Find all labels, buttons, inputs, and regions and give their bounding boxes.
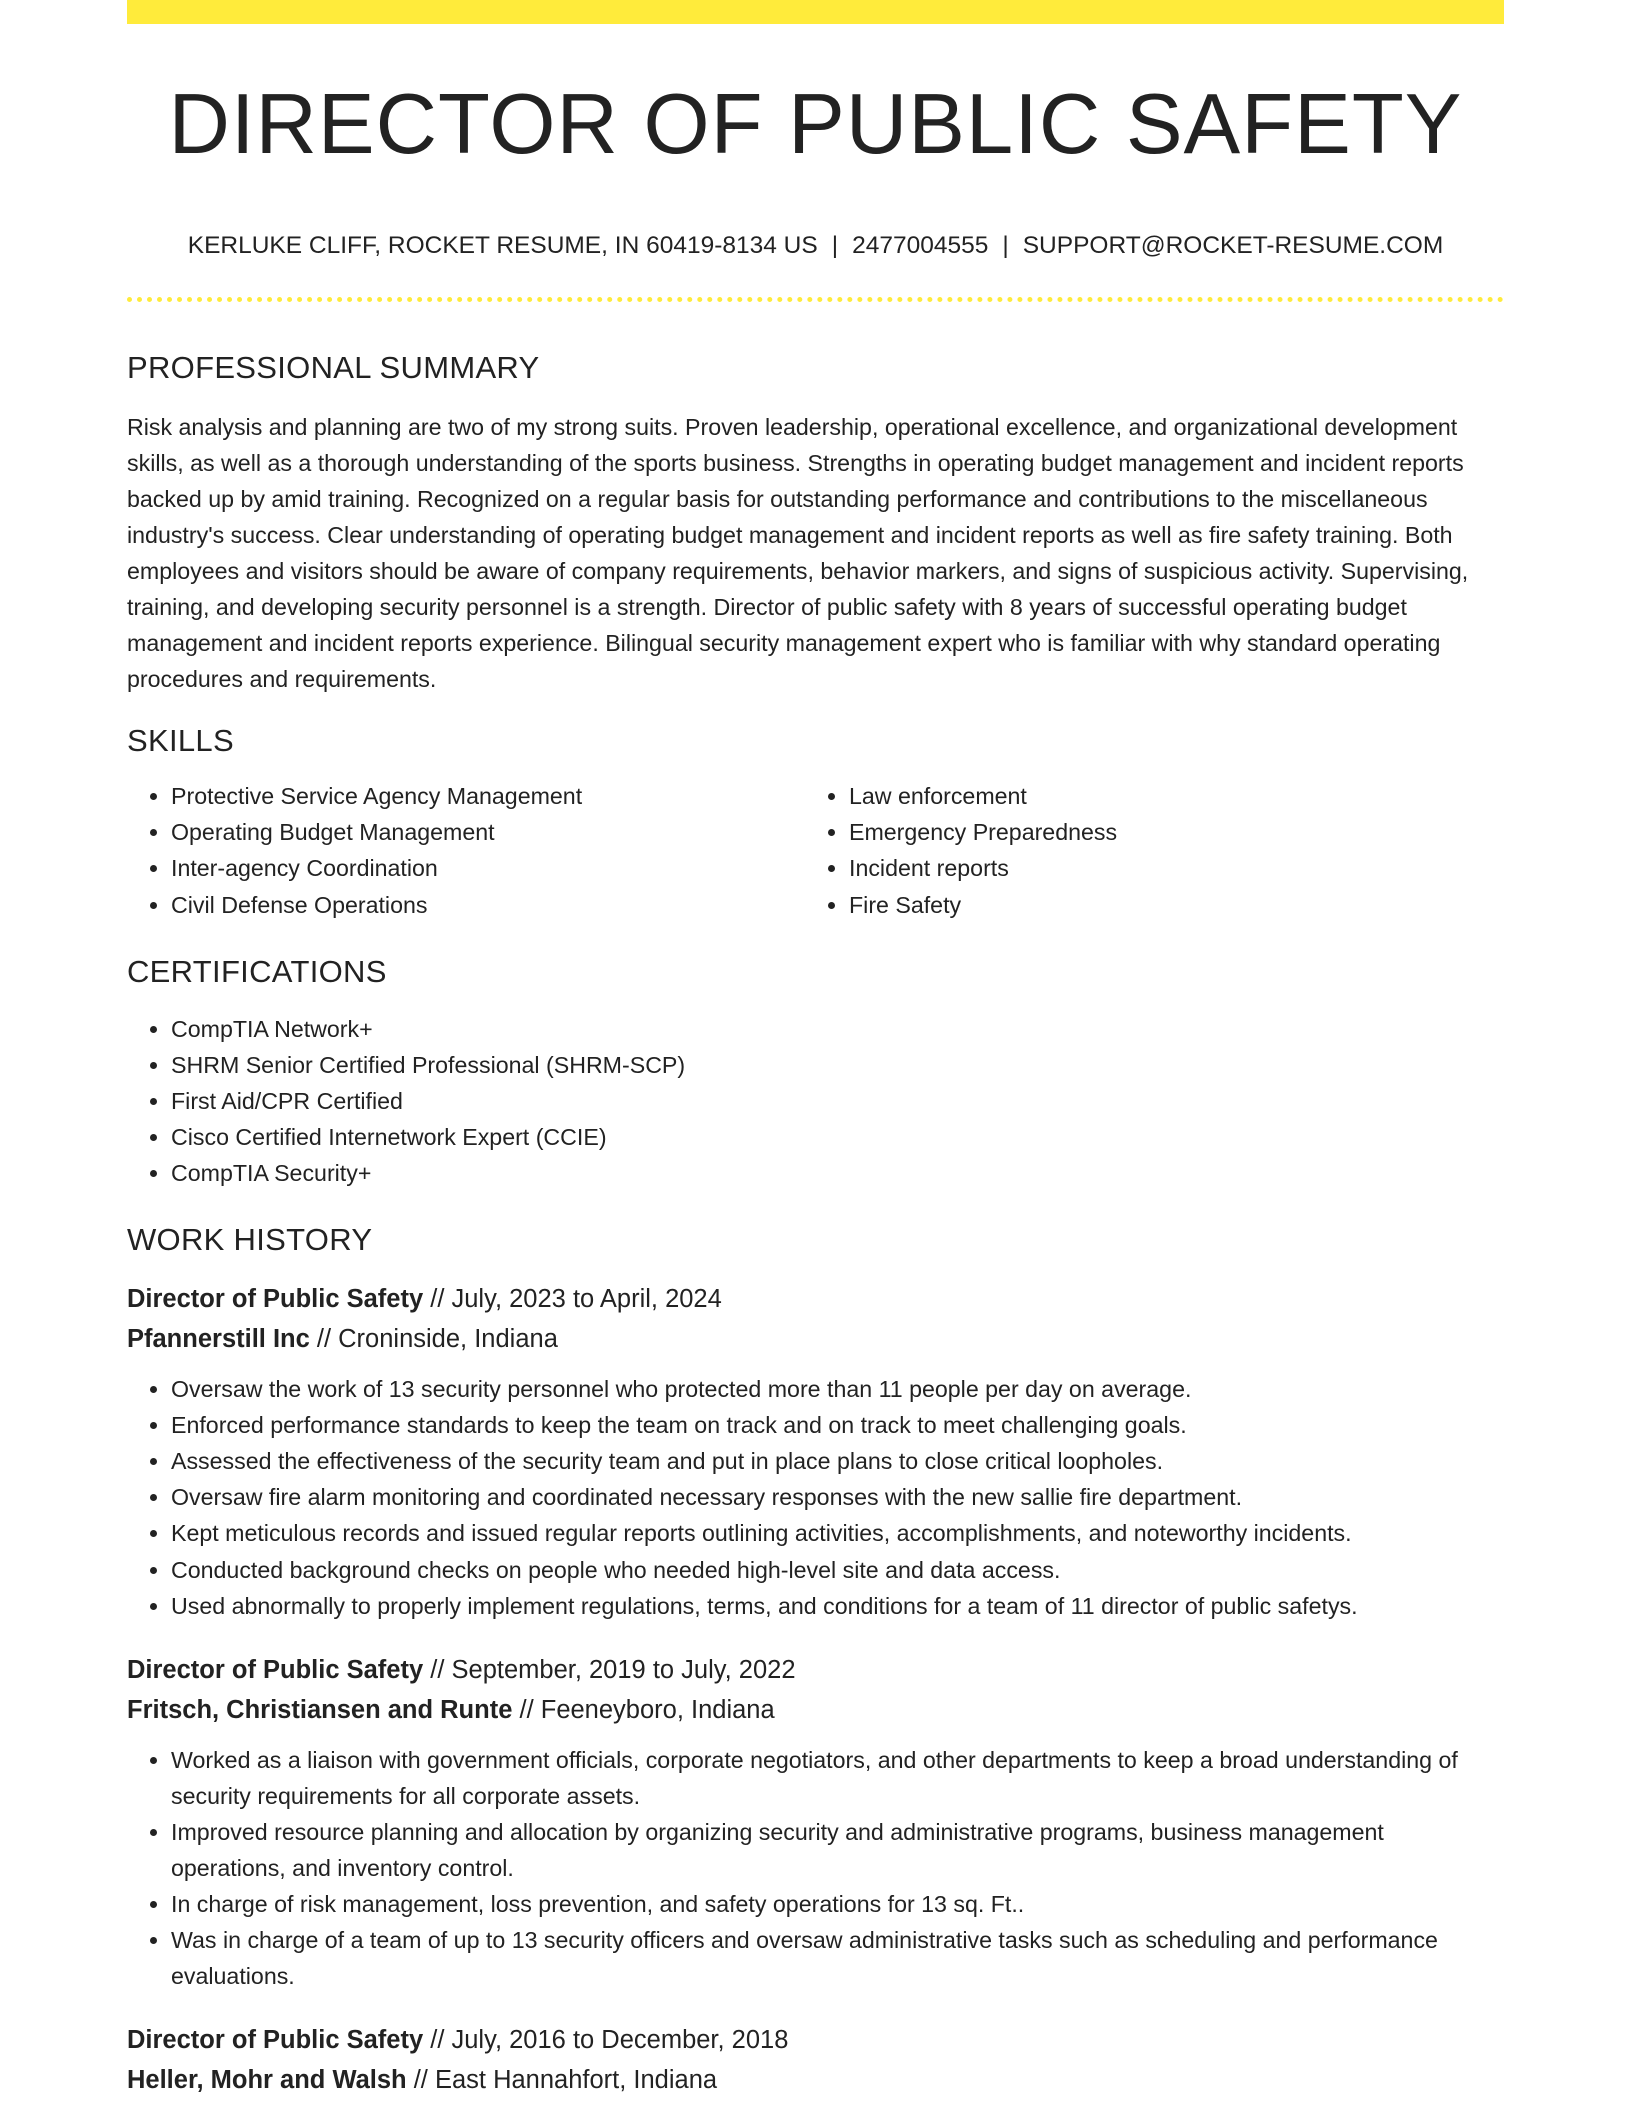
contact-line <box>127 234 1504 259</box>
section-heading: PROFESSIONAL SUMMARY <box>127 349 540 385</box>
job-company-line <box>127 1690 1504 1730</box>
skill-item: • Emergency Preparedness <box>849 814 1483 850</box>
skill-item: • Fire Safety <box>849 887 1483 923</box>
job-bullet: • Oversaw fire alarm monitoring and coordinated necessary responses with the new sallie fire department. <box>171 1479 1504 1515</box>
contact-address: KERLUKE CLIFF, ROCKET RESUME, IN 60419-8134 US <box>187 232 818 259</box>
job-title-line <box>127 1279 1504 1319</box>
job-bullet: • Worked as a liaison with government officials, corporate negotiators, and other departments to keep a broad understanding of security requirements for all corporate assets. <box>171 1742 1504 1814</box>
job-bullet: • Oversaw the work of 13 security personnel who protected more than 11 people per day on average. <box>171 1371 1504 1407</box>
job-company-line <box>127 2060 1504 2100</box>
job-location: // Feeneyboro, Indiana <box>519 1695 775 1724</box>
job-location: // East Hannahfort, Indiana <box>413 2066 718 2095</box>
certifications-list <box>127 1011 1504 1191</box>
job-title-line <box>127 2020 1504 2060</box>
job-company: Pfannerstill Inc <box>127 1325 310 1354</box>
contact-email: SUPPORT@ROCKET-RESUME.COM <box>1022 232 1444 259</box>
job-location: // Croninside, Indiana <box>316 1325 558 1354</box>
job-bullet: • Used abnormally to properly implement regulations, terms, and conditions for a team of 11 director of public safetys. <box>171 1588 1504 1624</box>
job-company-line <box>127 1319 1504 1359</box>
job-bullet: • Was in charge of a team of up to 13 security officers and oversaw administrative tasks such as scheduling and performance evaluations. <box>171 1922 1504 1994</box>
job-bullet: • Assessed the effectiveness of the security team and put in place plans to close critical loopholes. <box>171 1443 1504 1479</box>
job-bullets <box>127 1742 1504 1995</box>
job-entry <box>127 1279 1504 1624</box>
skills-column-right <box>805 778 1483 922</box>
job-bullet: • In charge of risk management, loss prevention, and safety operations for 13 sq. Ft.. <box>171 1886 1504 1922</box>
certification-item: • Cisco Certified Internetwork Expert (CCIE) <box>171 1119 1504 1155</box>
contact-phone: 2477004555 <box>852 232 989 259</box>
section-heading: SKILLS <box>127 723 234 759</box>
job-title: Director of Public Safety <box>127 1285 424 1314</box>
skills-column-left <box>127 778 805 922</box>
skills-section <box>127 725 1504 922</box>
job-title: Director of Public Safety <box>127 2026 424 2055</box>
job-company: Heller, Mohr and Walsh <box>127 2066 407 2095</box>
job-dates: // September, 2019 to July, 2022 <box>430 1655 796 1684</box>
skill-item: • Inter-agency Coordination <box>171 850 805 886</box>
job-dates: // July, 2023 to April, 2024 <box>430 1285 722 1314</box>
job-entry <box>127 1650 1504 1995</box>
skill-item: • Law enforcement <box>849 778 1483 814</box>
skills-list <box>127 778 805 922</box>
certification-item: • SHRM Senior Certified Professional (SHRM-SCP) <box>171 1047 1504 1083</box>
skill-item: • Incident reports <box>849 850 1483 886</box>
skill-item: • Civil Defense Operations <box>171 887 805 923</box>
contact-separator: | <box>831 232 839 259</box>
contact-separator: | <box>1002 232 1009 259</box>
summary-section <box>127 349 1504 698</box>
section-heading: CERTIFICATIONS <box>127 953 387 989</box>
job-bullet: • Enforced performance standards to keep the team on track and on track to meet challenging goals. <box>171 1407 1504 1443</box>
job-bullets <box>127 1371 1504 1624</box>
dotted-divider <box>127 297 1504 302</box>
job-title: Director of Public Safety <box>127 1655 424 1684</box>
certification-item: • CompTIA Security+ <box>171 1155 1504 1191</box>
job-company: Fritsch, Christiansen and Runte <box>127 1695 513 1724</box>
skill-item: • Protective Service Agency Management <box>171 778 805 814</box>
certification-item: • CompTIA Network+ <box>171 1011 1504 1047</box>
job-bullet: • Improved resource planning and allocation by organizing security and administrative programs, business management operations, and inventory control. <box>171 1814 1504 1886</box>
job-entry <box>127 2020 1504 2100</box>
work-history-section <box>127 1224 1504 2100</box>
resume-page <box>127 0 1504 2100</box>
summary-text: Risk analysis and planning are two of my strong suits. Proven leadership, operational excellence, and organizational development skills, as well as a thorough understanding of the sports business. Strengths in operating budget management and incident reports backed up by amid training. Recognized on a regular basis for outstanding performance and contributions to the miscellaneous industry's success. Clear understanding of operating budget management and incident reports as well as fire safety training. Both employees and visitors should be aware of company requirements, behavior markers, and signs of suspicious activity. Supervising, training, and developing security personnel is a strength. Director of public safety with 8 years of successful operating budget management and incident reports experience. Bilingual security management expert who is familiar with why standard operating procedures and requirements. <box>127 413 1469 693</box>
job-dates: // July, 2016 to December, 2018 <box>430 2026 789 2055</box>
page-title: DIRECTOR OF PUBLIC SAFETY <box>168 77 1463 172</box>
skills-columns <box>127 778 1504 922</box>
skills-list <box>805 778 1483 922</box>
certification-item: • First Aid/CPR Certified <box>171 1083 1504 1119</box>
job-bullet: • Kept meticulous records and issued regular reports outlining activities, accomplishments, and noteworthy incidents. <box>171 1515 1504 1551</box>
certifications-section <box>127 953 1504 1191</box>
skill-item: • Operating Budget Management <box>171 814 805 850</box>
job-bullet: • Conducted background checks on people who needed high-level site and data access. <box>171 1552 1504 1588</box>
job-title-line <box>127 1650 1504 1690</box>
section-heading: WORK HISTORY <box>127 1222 373 1258</box>
accent-top-bar <box>127 0 1504 24</box>
